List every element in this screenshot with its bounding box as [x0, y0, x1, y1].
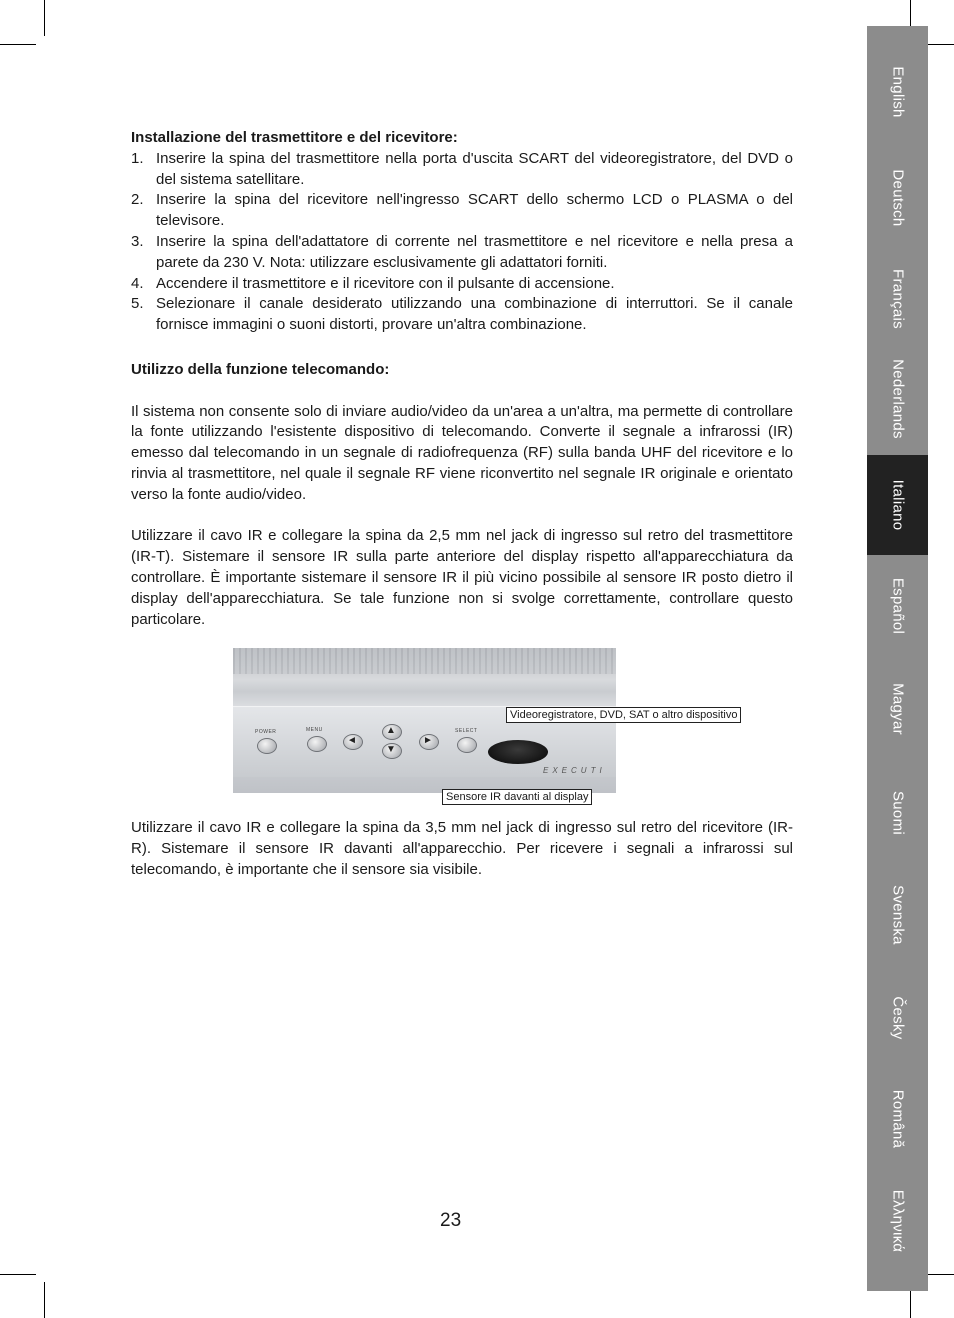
tab-romana[interactable] — [867, 1069, 928, 1169]
tab-label: Magyar — [889, 683, 906, 735]
tab-label: Svenska — [889, 885, 906, 945]
device-vents — [233, 648, 616, 674]
list-item — [131, 190, 793, 232]
tab-espanol[interactable] — [867, 556, 928, 656]
menu-label: MENU — [306, 727, 323, 733]
step-number: 4. — [131, 274, 144, 292]
tab-label: Česky — [889, 996, 906, 1040]
tab-svenska[interactable] — [867, 865, 928, 965]
select-button-graphic — [457, 737, 477, 753]
crop-mark — [44, 1282, 45, 1318]
ir-sensor-window — [488, 740, 548, 764]
tab-label: Deutsch — [889, 169, 906, 227]
tab-suomi[interactable] — [867, 763, 928, 863]
installation-steps — [131, 149, 793, 336]
page-number: 23 — [440, 1210, 462, 1231]
paragraph: Utilizzare il cavo IR e collegare la spina da 2,5 mm nel jack di ingresso sul retro del trasmettitore (IR-T). Sistemare il sensore IR sulla parte anteriore del display rispetto all'apparecchiatura da controllare. È importante sistemare il sensore IR il più vicino possibile al sensore IR posto dietro il display dell'apparecchiatura. Se tale funzione non si svolge correttamente, controllare questo particolare. — [131, 527, 793, 628]
power-label: POWER — [255, 729, 277, 735]
crop-mark — [0, 1274, 36, 1275]
list-item — [131, 294, 793, 336]
crop-mark — [0, 44, 36, 45]
step-number: 5. — [131, 295, 144, 313]
step-text: Selezionare il canale desiderato utilizzando una combinazione di interruttori. Se il canale fornisce immagini o suoni distorti, provare un'altra combinazione. — [156, 295, 793, 334]
tab-deutsch[interactable] — [867, 148, 928, 248]
tab-label: Español — [889, 577, 906, 635]
step-text: Inserire la spina del trasmettitore nella porta d'uscita SCART del videoregistratore, del DVD o del sistema satellitare. — [156, 149, 793, 188]
list-item — [131, 232, 793, 274]
left-arrow-icon: ◄ — [347, 735, 357, 746]
tab-ellinika[interactable] — [867, 1171, 928, 1271]
list-item — [131, 149, 793, 191]
step-text: Accendere il trasmettitore e il ricevitore con il pulsante di accensione. — [156, 274, 615, 292]
crop-mark — [44, 0, 45, 36]
list-item — [131, 274, 793, 295]
right-arrow-icon: ► — [423, 735, 433, 746]
step-text: Inserire la spina del ricevitore nell'ingresso SCART dello schermo LCD o PLASMA o del televisore. — [156, 191, 793, 230]
power-button-graphic — [257, 738, 277, 754]
tab-label: Italiano — [889, 479, 906, 531]
tab-francais[interactable] — [867, 249, 928, 349]
brand-logo: EXECUTI — [543, 766, 606, 775]
tab-italiano[interactable] — [867, 455, 928, 555]
callout-device: Videoregistratore, DVD, SAT o altro dispositivo — [506, 707, 741, 723]
up-arrow-icon: ▲ — [386, 725, 396, 736]
tab-magyar[interactable] — [867, 659, 928, 759]
paragraph: Utilizzare il cavo IR e collegare la spina da 3,5 mm nel jack di ingresso sul retro del ricevitore (IR-R). Sistemare il sensore IR davanti all'apparecchio. Per ricevere i segnali a infrarossi sul telecomando, è importante che il sensore sia visibile. — [131, 819, 793, 878]
step-number: 1. — [131, 149, 144, 167]
down-arrow-icon: ▼ — [386, 744, 396, 755]
menu-button-graphic — [307, 736, 327, 752]
tab-english[interactable] — [867, 42, 928, 142]
section-heading: Utilizzo della funzione telecomando: — [131, 360, 390, 378]
tab-label: English — [889, 66, 906, 118]
step-text: Inserire la spina dell'adattatore di corrente nel trasmettitore e nel ricevitore e nella presa a parete da 230 V. Nota: utilizzare esclusivamente gli adattatori forniti. — [156, 232, 793, 271]
callout-ir-sensor: Sensore IR davanti al display — [442, 789, 592, 805]
tab-label: Français — [889, 269, 906, 329]
language-tab-strip — [867, 26, 928, 1291]
tab-label: Ελληνικά — [889, 1189, 906, 1253]
tab-cesky[interactable] — [867, 968, 928, 1068]
tab-label: Nederlands — [889, 359, 906, 439]
paragraph: Il sistema non consente solo di inviare audio/video da un'area a un'altra, ma permette di controllare la fonte utilizzando l'esistente dispositivo di telecomando. Converte il segnale a infrarossi (IR) emesso dal telecomando in un segnale di radiofrequenza (RF) sulla banda UHF del ricevitore e lo rinvia al trasmettitore, nel quale il segnale RF viene riconvertito nel segnale IR originale e orientato verso la fonte audio/video. — [131, 402, 793, 503]
step-number: 2. — [131, 191, 144, 209]
section-heading: Installazione del trasmettitore e del ricevitore: — [131, 129, 458, 146]
tab-label: Română — [889, 1089, 906, 1149]
step-number: 3. — [131, 232, 144, 250]
tab-nederlands[interactable] — [867, 349, 928, 449]
select-label: SELECT — [455, 728, 478, 734]
page-content — [131, 128, 793, 630]
tab-label: Suomi — [889, 790, 906, 836]
